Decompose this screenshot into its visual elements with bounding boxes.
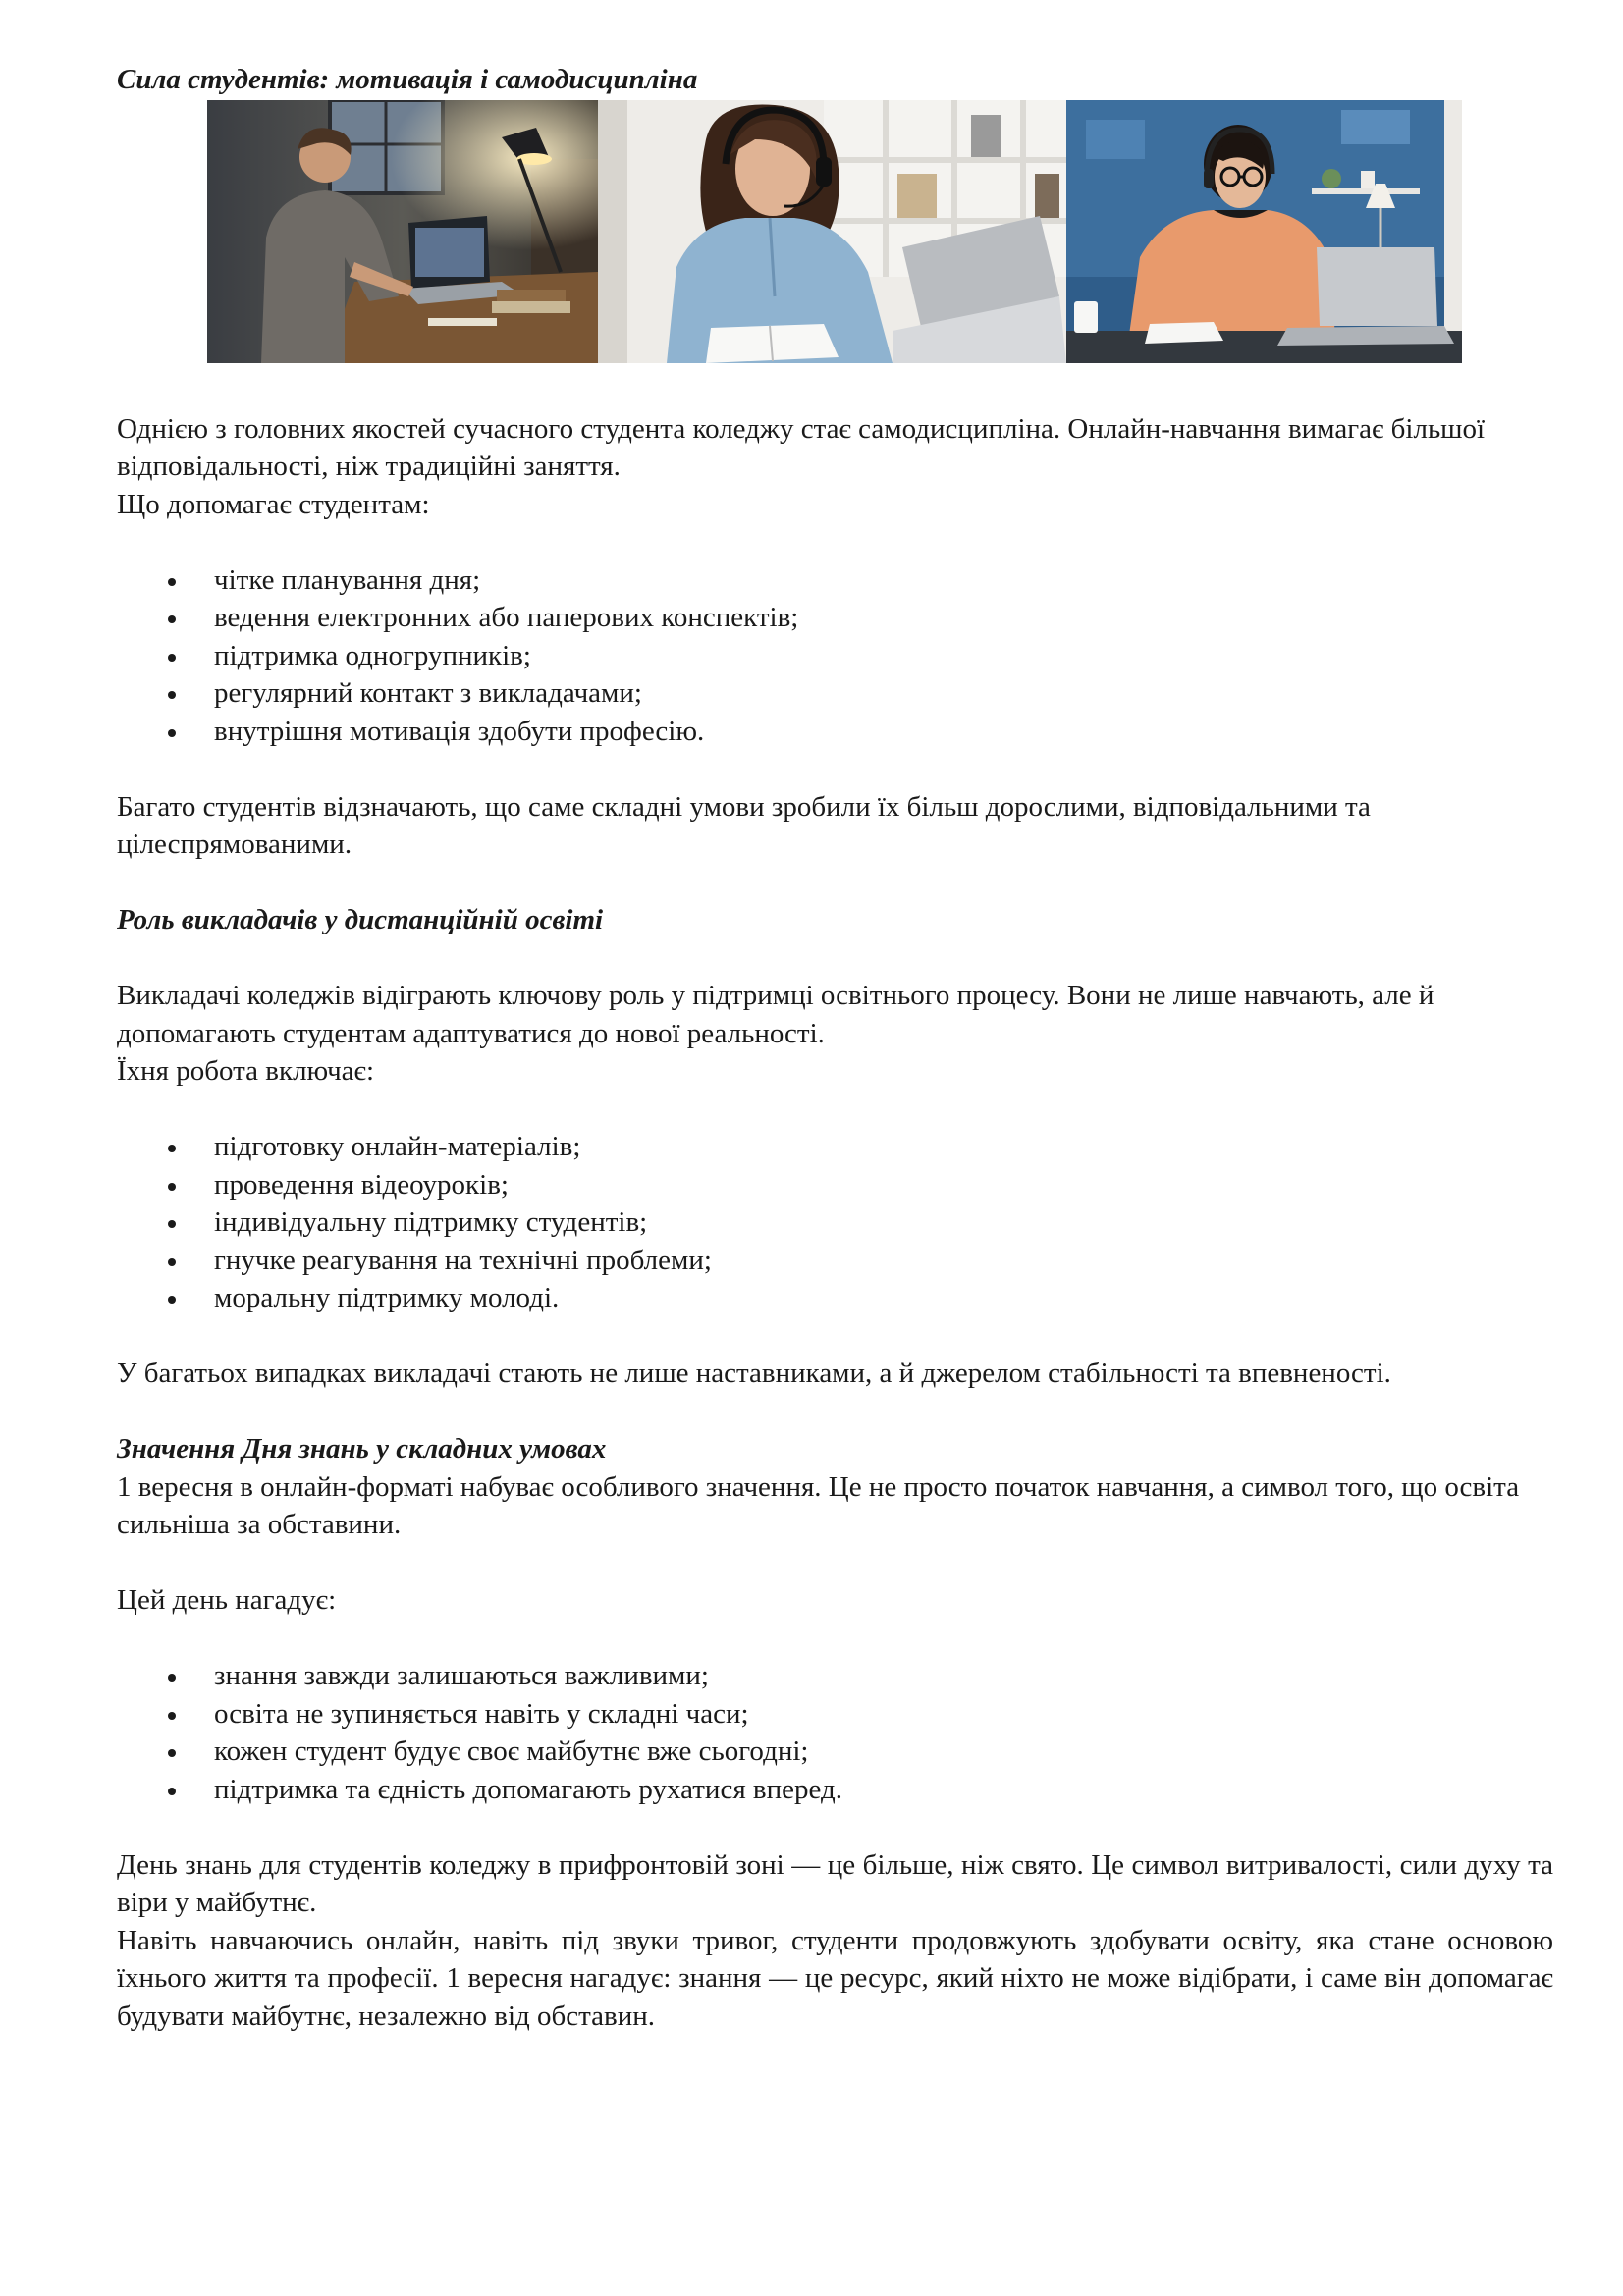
spacer	[117, 1544, 1553, 1582]
list-item: чітке планування дня;	[117, 561, 1553, 600]
spacer	[117, 523, 1553, 561]
list-item: знання завжди залишаються важливими;	[117, 1657, 1553, 1695]
spacer	[117, 1620, 1553, 1658]
student-glasses-laptop-photo	[1066, 100, 1462, 363]
spacer	[117, 939, 1553, 978]
spacer	[117, 1317, 1553, 1356]
student-headset-notebook-photo	[598, 100, 1066, 363]
student-night-laptop-photo	[207, 100, 598, 363]
section1-paragraph-3: Багато студентів відзначають, що саме складні умови зробили їх більш дорослими, відповідальними та цілеспрямованими.	[117, 790, 1371, 860]
section-heading-motivation: Сила студентів: мотивація і самодисципліна	[117, 64, 698, 95]
document-page	[117, 61, 1553, 2035]
list-item: освіта не зупиняється навіть у складні часи;	[117, 1695, 1553, 1734]
section1-paragraph-2: Що допомагає студентам:	[117, 488, 430, 520]
list-item: ведення електронних або паперових конспектів;	[117, 599, 1553, 637]
spacer	[117, 1808, 1553, 1846]
section2-bullet-list	[117, 1128, 1553, 1317]
section2-paragraph-3: У багатьох випадках викладачі стають не лише наставниками, а й джерелом стабільності та впевненості.	[117, 1358, 1391, 1389]
section3-bullet-list	[117, 1657, 1553, 1808]
section2-paragraph-2: Їхня робота включає:	[117, 1055, 375, 1087]
section-heading-teachers: Роль викладачів у дистанційній освіті	[117, 904, 604, 935]
photo-strip	[207, 100, 1462, 363]
section1-paragraph-1: Однією з головних якостей сучасного студента коледжу стає самодисципліна. Онлайн-навчання вимагає більшої відповідальності, ніж традиційні заняття.	[117, 412, 1486, 482]
section3-paragraph-3: День знань для студентів коледжу в прифронтовій зоні — це більше, ніж свято. Це символ витривалості, сили духу та віри у майбутнє.	[117, 1848, 1553, 1918]
list-item: регулярний контакт з викладачами;	[117, 674, 1553, 713]
spacer	[117, 864, 1553, 902]
section1-bullet-list	[117, 561, 1553, 751]
spacer	[117, 750, 1553, 788]
list-item: індивідуальну підтримку студентів;	[117, 1203, 1553, 1242]
section3-paragraph-4: Навіть навчаючись онлайн, навіть під звуки тривог, студенти продовжують здобувати освіту, яка стане основою їхнього життя та професії. 1 вересня нагадує: знання — це ресурс, який ніхто не може відібрати, і саме він допомагає будувати майбутнє, незалежно від обставин.	[117, 1924, 1553, 2032]
list-item: кожен студент будує своє майбутнє вже сьогодні;	[117, 1733, 1553, 1771]
list-item: внутрішня мотивація здобути професію.	[117, 713, 1553, 751]
section3-paragraph-1: 1 вересня в онлайн-форматі набуває особливого значення. Це не просто початок навчання, а символ того, що освіта сильніша за обставини.	[117, 1470, 1520, 1540]
list-item: гнучке реагування на технічні проблеми;	[117, 1242, 1553, 1280]
list-item: підтримка та єдність допомагають рухатися вперед.	[117, 1771, 1553, 1809]
list-item: моральну підтримку молоді.	[117, 1279, 1553, 1317]
list-item: підтримка одногрупників;	[117, 637, 1553, 675]
list-item: проведення відеоуроків;	[117, 1166, 1553, 1204]
section2-paragraph-1: Викладачі коледжів відіграють ключову роль у підтримці освітнього процесу. Вони не лише навчають, але й допомагають студентам адаптуватися до нової реальності.	[117, 980, 1434, 1049]
section-heading-knowledge-day: Значення Дня знань у складних умовах	[117, 1433, 607, 1465]
spacer	[117, 1091, 1553, 1129]
list-item: підготовку онлайн-матеріалів;	[117, 1128, 1553, 1166]
section3-paragraph-2: Цей день нагадує:	[117, 1584, 337, 1616]
spacer	[117, 1393, 1553, 1431]
